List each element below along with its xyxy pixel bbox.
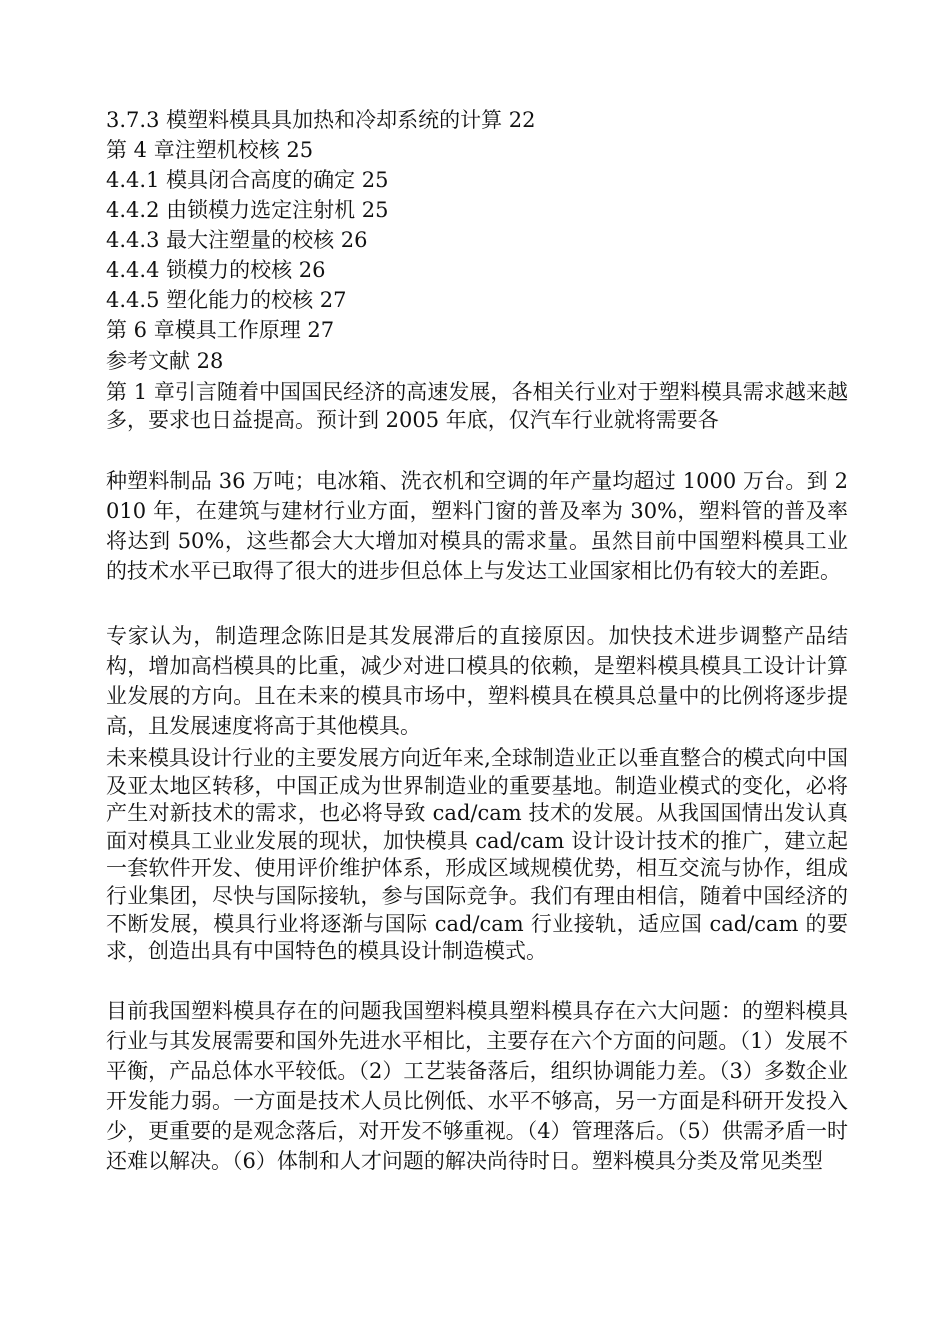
toc-entry: 3.7.3 模塑料模具具加热和冷却系统的计算 22 — [106, 108, 536, 132]
paragraph-experts: 专家认为，制造理念陈旧是其发展滞后的直接原因。加快技术进步调整产品结构，增加高档模具的比重，减少对进口模具的依赖，是塑料模具模具工设计计算业发展的方向。且在未来的模具市场中，塑料模具在模具总量中的比例将逐步提高，且发展速度将高于其他模具。 — [106, 624, 848, 738]
toc-entry: 4.4.2 由锁模力选定注射机 25 — [106, 198, 389, 222]
toc-entry: 4.4.1 模具闭合高度的确定 25 — [106, 168, 389, 192]
toc-entry: 4.4.4 锁模力的校核 26 — [106, 258, 326, 282]
paragraph-future: 未来模具设计行业的主要发展方向近年来,全球制造业正以垂直整合的模式向中国及亚太地区转移，中国正成为世界制造业的重要基地。制造业模式的变化，必将产生对新技术的需求，也必将导致 cad/cam 技术的发展。从我国国情出发认真面对模具工业业发展的现状，加快模具 cad/cam 设计设计技术的推广，建立起一套软件开发、使用评价维护体系，形成区域规模优势，相互交流与协作，组成行业集团，尽快与国际接轨，参与国际竞争。我们有理由相信，随着中国经济的不断发展，模具行业将逐渐与国际 cad/cam 行业接轨，适应国 cad/cam 的要求，创造出具有中国特色的模具设计制造模式。 — [106, 746, 848, 964]
toc-entry: 第 6 章模具工作原理 27 — [106, 318, 335, 342]
toc-entry: 4.4.3 最大注塑量的校核 26 — [106, 228, 368, 252]
paragraph-problems: 目前我国塑料模具存在的问题我国塑料模具塑料模具存在六大问题：的塑料模具行业与其发展需要和国外先进水平相比，主要存在六个方面的问题。（1）发展不平衡，产品总体水平较低。（2）工艺装备落后，组织协调能力差。（3）多数企业开发能力弱。一方面是技术人员比例低、水平不够高，另一方面是科研开发投入少，更重要的是观念落后，对开发不够重视。（4）管理落后。（5）供需矛盾一时还难以解决。（6）体制和人才问题的解决尚待时日。塑料模具分类及常见类型 — [106, 999, 848, 1173]
toc-entry: 4.4.5 塑化能力的校核 27 — [106, 288, 347, 312]
paragraph-demand: 种塑料制品 36 万吨；电冰箱、洗衣机和空调的年产量均超过 1000 万台。到 2010 年，在建筑与建材行业方面，塑料门窗的普及率为 30%，塑料管的普及率将达到 50%，这些都会大大增加对模具的需求量。虽然目前中国塑料模具工业的技术水平已取得了很大的进步但总体上与发达工业国家相比仍有较大的差距。 — [106, 469, 848, 583]
paragraph-intro: 第 1 章引言随着中国国民经济的高速发展，各相关行业对于塑料模具需求越来越多，要求也日益提高。预计到 2005 年底，仅汽车行业就将需要各 — [106, 380, 848, 432]
toc-entry: 第 4 章注塑机校核 25 — [106, 138, 314, 162]
toc-entry: 参考文献 28 — [106, 349, 224, 373]
